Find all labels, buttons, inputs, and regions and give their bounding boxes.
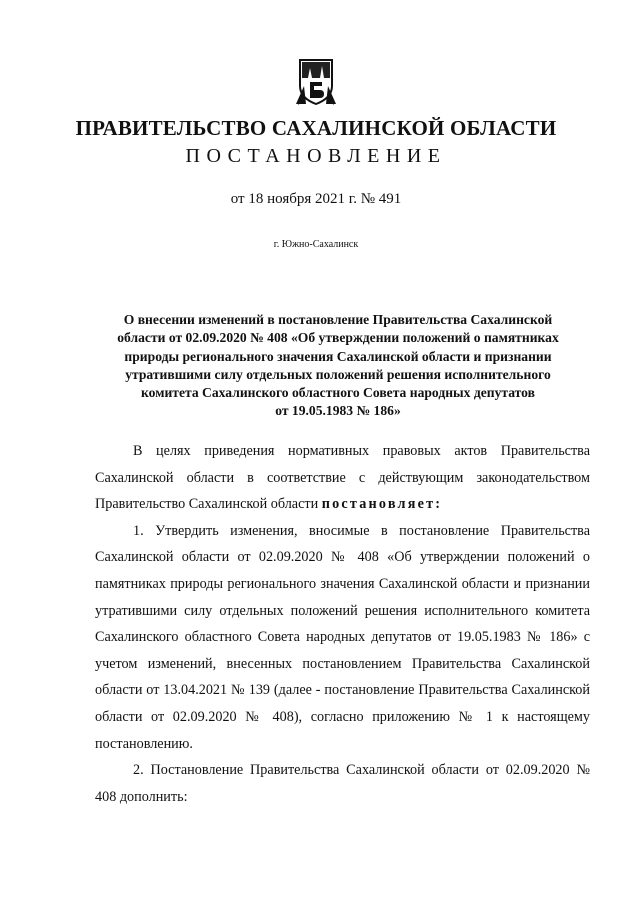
- organization-name: ПРАВИТЕЛЬСТВО САХАЛИНСКОЙ ОБЛАСТИ: [75, 116, 557, 140]
- preamble-text: В целях приведения нормативных правовых актов Правительства Сахалинской области в соответствие с действующим законодательством Правительство Сахалинской области: [95, 443, 590, 513]
- preamble-paragraph: [95, 438, 590, 518]
- title-line: области от 02.09.2020 № 408 «Об утверждении положений о памятниках: [117, 330, 559, 346]
- sakhalin-coat-of-arms-icon: [294, 56, 338, 106]
- title-line: О внесении изменений в постановление Правительства Сахалинской: [123, 312, 553, 327]
- title-line: природы регионального значения Сахалинской области и признании: [124, 348, 552, 364]
- document-date: от 18 ноября 2021 г. № 491: [230, 191, 402, 207]
- document-city: г. Южно-Сахалинск: [273, 239, 359, 250]
- title-line: комитета Сахалинского областного Совета народных депутатов: [141, 385, 535, 401]
- decree-word: постановляет:: [321, 496, 443, 513]
- title-line: утратившими силу отдельных положений решения исполнительного: [125, 366, 551, 382]
- title-line: от 19.05.1983 № 186»: [275, 403, 401, 419]
- document-body: [95, 438, 590, 810]
- item-1-paragraph: 1. Утвердить изменения, вносимые в постановление Правительства Сахалинской области от 02.09.2020 № 408 «Об утверждении положений о памятниках природы регионального значения Сахалинской области и признании утратившими силу отдельных положений решения исполнительного комитета Сахалинского областного Совета народных депутатов от 19.05.1983 № 186» с учетом изменений, внесенных постановлением Правительства Сахалинской области от 13.04.2021 № 139 (далее - постановление Правительства Сахалинской области от 02.09.2020 № 408), согласно приложению № 1 к настоящему постановлению.: [95, 522, 590, 752]
- document-title: [88, 311, 588, 421]
- item-2-paragraph: 2. Постановление Правительства Сахалинской области от 02.09.2020 № 408 дополнить:: [95, 762, 590, 805]
- document-type: ПОСТАНОВЛЕНИЕ: [185, 145, 447, 167]
